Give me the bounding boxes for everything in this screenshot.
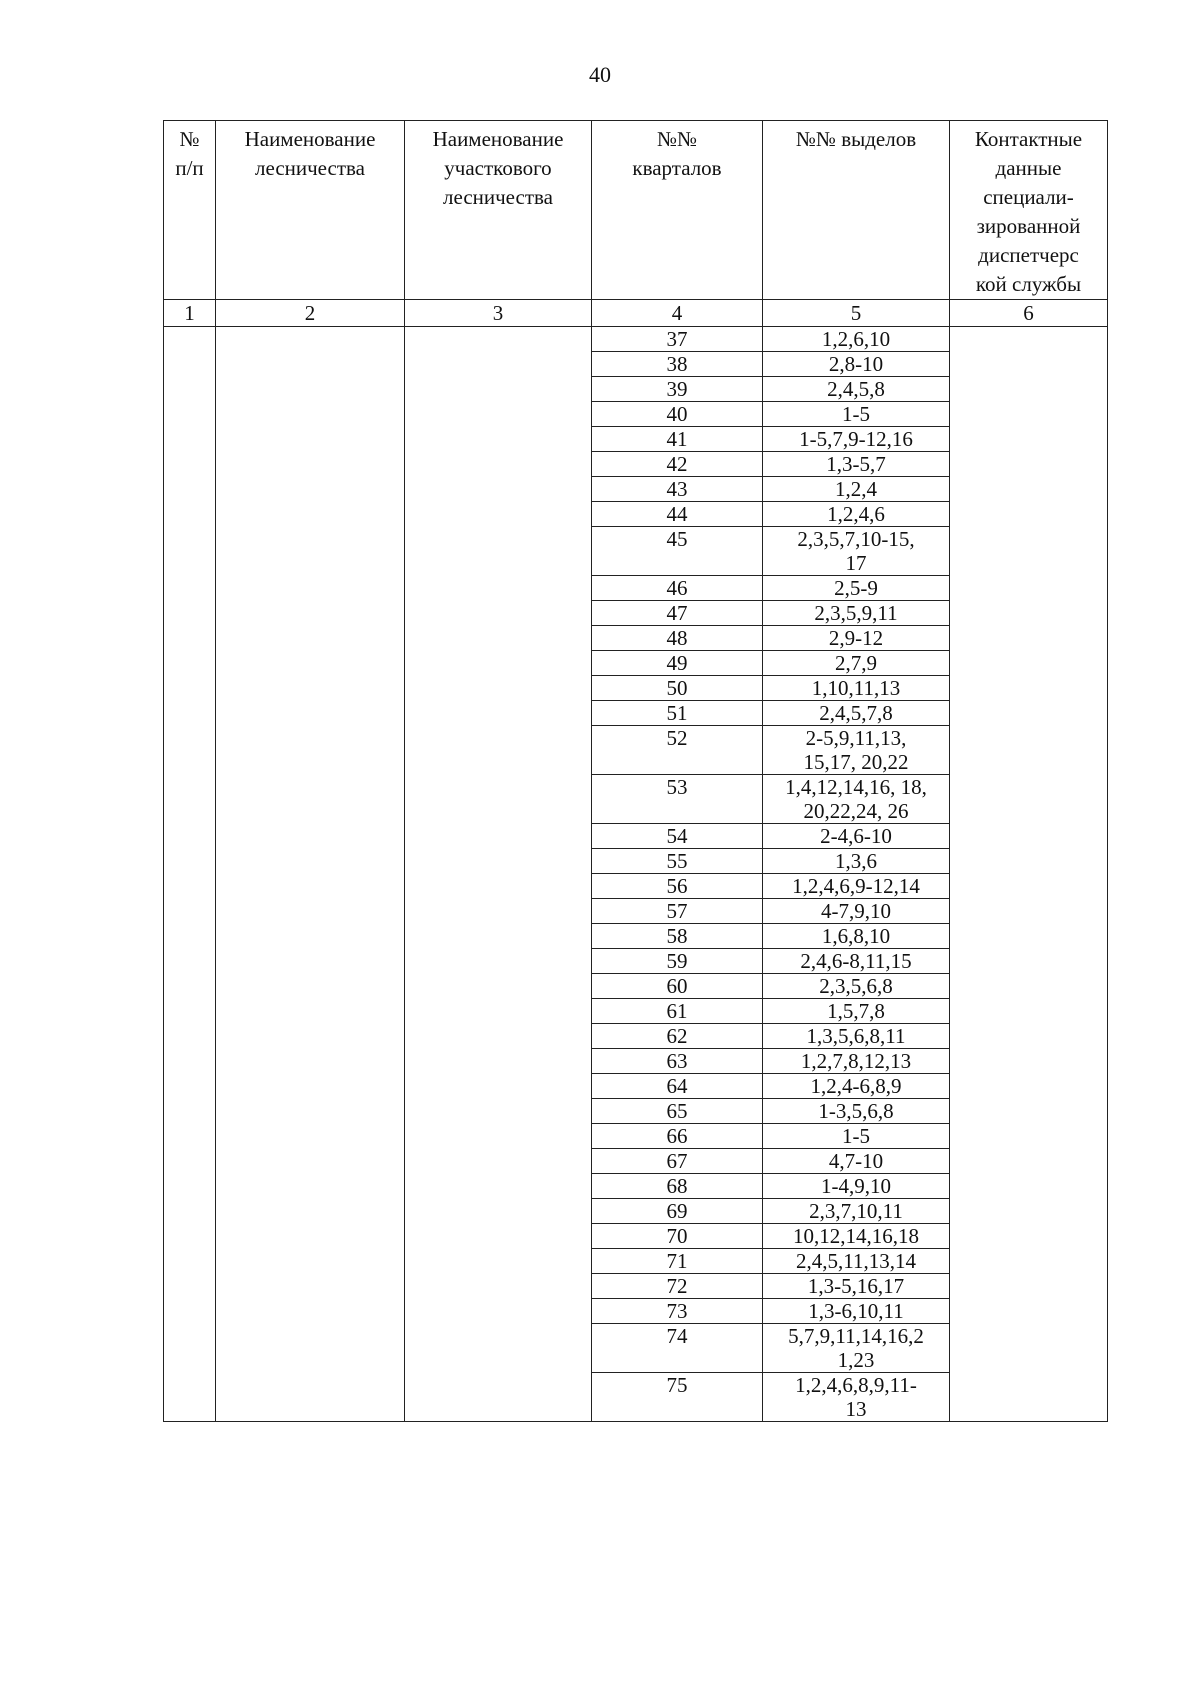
quarter-number: 48 (592, 626, 763, 651)
allotment-numbers: 1,2,4,6,9-12,14 (763, 874, 950, 899)
allotment-numbers: 1,3,6 (763, 849, 950, 874)
quarter-number: 50 (592, 676, 763, 701)
quarter-number: 43 (592, 477, 763, 502)
quarter-number: 74 (592, 1324, 763, 1373)
allotment-numbers: 2,3,7,10,11 (763, 1199, 950, 1224)
allotment-numbers: 4,7-10 (763, 1149, 950, 1174)
quarter-number: 67 (592, 1149, 763, 1174)
column-number: 5 (763, 300, 950, 327)
quarter-number: 69 (592, 1199, 763, 1224)
quarter-number: 46 (592, 576, 763, 601)
quarter-number: 47 (592, 601, 763, 626)
quarter-number: 59 (592, 949, 763, 974)
allotment-numbers: 1,2,4 (763, 477, 950, 502)
allotment-numbers: 10,12,14,16,18 (763, 1224, 950, 1249)
table-row (164, 327, 1108, 352)
quarter-number: 39 (592, 377, 763, 402)
column-number: 3 (405, 300, 592, 327)
allotment-numbers: 2,4,5,11,13,14 (763, 1249, 950, 1274)
allotment-numbers: 2,7,9 (763, 651, 950, 676)
quarter-number: 68 (592, 1174, 763, 1199)
quarter-number: 58 (592, 924, 763, 949)
quarter-number: 60 (592, 974, 763, 999)
quarter-number: 42 (592, 452, 763, 477)
quarter-number: 44 (592, 502, 763, 527)
allotment-numbers: 2,3,5,6,8 (763, 974, 950, 999)
allotment-numbers: 1,3,5,6,8,11 (763, 1024, 950, 1049)
allotment-numbers: 2,9-12 (763, 626, 950, 651)
allotment-numbers: 2,3,5,9,11 (763, 601, 950, 626)
allotment-numbers: 4-7,9,10 (763, 899, 950, 924)
column-number: 4 (592, 300, 763, 327)
allotment-numbers: 2,8-10 (763, 352, 950, 377)
allotment-numbers: 1,3-6,10,11 (763, 1299, 950, 1324)
column-number: 2 (216, 300, 405, 327)
quarter-number: 72 (592, 1274, 763, 1299)
quarter-number: 61 (592, 999, 763, 1024)
allotment-numbers: 1-5 (763, 402, 950, 427)
header-row (164, 121, 1108, 300)
allotment-numbers: 2,3,5,7,10-15, 17 (763, 527, 950, 576)
allotment-numbers: 1-5,7,9-12,16 (763, 427, 950, 452)
allotment-numbers: 1-4,9,10 (763, 1174, 950, 1199)
allotment-numbers: 1,4,12,14,16, 18, 20,22,24, 26 (763, 775, 950, 824)
quarter-number: 51 (592, 701, 763, 726)
header-cell-1: № п/п (164, 121, 216, 300)
quarter-number: 45 (592, 527, 763, 576)
header-cell-3: Наименование участкового лесничества (405, 121, 592, 300)
quarter-number: 66 (592, 1124, 763, 1149)
allotment-numbers: 2,4,5,8 (763, 377, 950, 402)
empty-cell-number (164, 327, 216, 1422)
header-cell-2: Наименование лесничества (216, 121, 405, 300)
column-number: 6 (950, 300, 1108, 327)
quarter-number: 49 (592, 651, 763, 676)
allotment-numbers: 2-5,9,11,13, 15,17, 20,22 (763, 726, 950, 775)
empty-cell-forestry (216, 327, 405, 1422)
quarter-number: 55 (592, 849, 763, 874)
quarter-number: 57 (592, 899, 763, 924)
header-cell-5: №№ выделов (763, 121, 950, 300)
quarter-number: 70 (592, 1224, 763, 1249)
allotment-numbers: 1,3-5,16,17 (763, 1274, 950, 1299)
allotment-numbers: 1,10,11,13 (763, 676, 950, 701)
quarter-number: 53 (592, 775, 763, 824)
allotment-numbers: 1-5 (763, 1124, 950, 1149)
quarter-number: 63 (592, 1049, 763, 1074)
allotment-numbers: 1,2,4,6 (763, 502, 950, 527)
empty-cell-district (405, 327, 592, 1422)
allotment-numbers: 1,5,7,8 (763, 999, 950, 1024)
quarter-number: 52 (592, 726, 763, 775)
allotment-numbers: 5,7,9,11,14,16,2 1,23 (763, 1324, 950, 1373)
forestry-table (163, 120, 1108, 1422)
quarter-number: 38 (592, 352, 763, 377)
header-cell-4: №№ кварталов (592, 121, 763, 300)
allotment-numbers: 1,2,6,10 (763, 327, 950, 352)
quarter-number: 75 (592, 1373, 763, 1422)
allotment-numbers: 1,2,4-6,8,9 (763, 1074, 950, 1099)
quarter-number: 62 (592, 1024, 763, 1049)
quarter-number: 40 (592, 402, 763, 427)
allotment-numbers: 1,2,4,6,8,9,11- 13 (763, 1373, 950, 1422)
quarter-number: 73 (592, 1299, 763, 1324)
quarter-number: 56 (592, 874, 763, 899)
allotment-numbers: 2-4,6-10 (763, 824, 950, 849)
allotment-numbers: 1,6,8,10 (763, 924, 950, 949)
allotment-numbers: 2,4,5,7,8 (763, 701, 950, 726)
quarter-number: 41 (592, 427, 763, 452)
quarter-number: 37 (592, 327, 763, 352)
quarter-number: 65 (592, 1099, 763, 1124)
allotment-numbers: 2,4,6-8,11,15 (763, 949, 950, 974)
quarter-number: 54 (592, 824, 763, 849)
empty-cell-contacts (950, 327, 1108, 1422)
allotment-numbers: 1,2,7,8,12,13 (763, 1049, 950, 1074)
quarter-number: 64 (592, 1074, 763, 1099)
allotment-numbers: 1-3,5,6,8 (763, 1099, 950, 1124)
column-number: 1 (164, 300, 216, 327)
allotment-numbers: 1,3-5,7 (763, 452, 950, 477)
allotment-numbers: 2,5-9 (763, 576, 950, 601)
column-number-row (164, 300, 1108, 327)
page-number: 40 (589, 62, 611, 87)
header-cell-6: Контактные данные специали- зированной диспетчерс кой службы (950, 121, 1108, 300)
quarter-number: 71 (592, 1249, 763, 1274)
